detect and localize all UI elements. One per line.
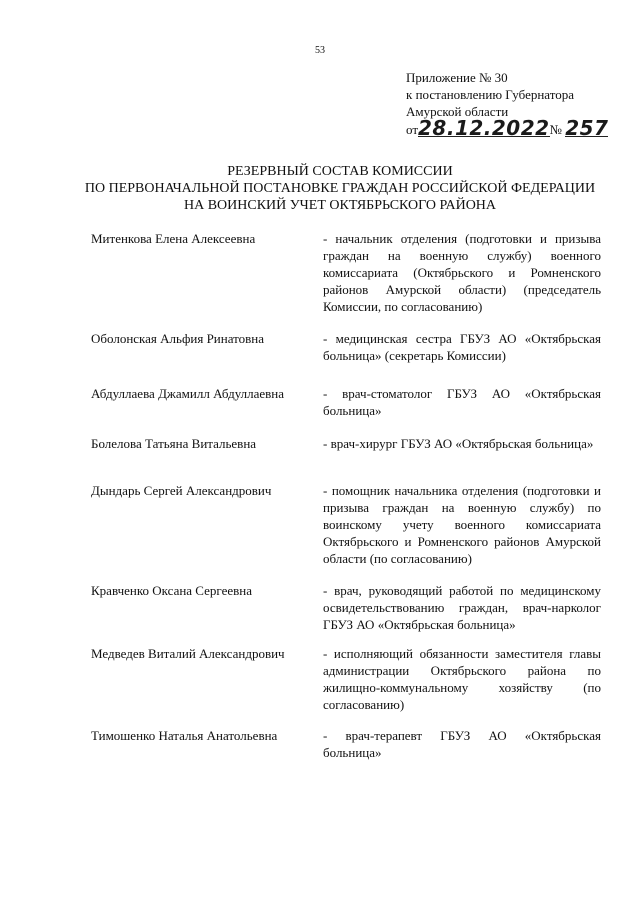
appendix-label: Приложение № 30 — [406, 70, 508, 85]
member-name: Медведев Виталий Александрович — [91, 646, 285, 661]
member-row — [91, 230, 601, 330]
member-role: - помощник начальника отделения (подготовки и призыва граждан на военную службу) по воинскому учету военного комиссариата Октябрьского и Ромненского районов Амурской области (по согласованию) — [323, 483, 601, 566]
member-role: - врач-терапевт ГБУЗ АО «Октябрьская больница» — [323, 728, 601, 760]
number-field — [565, 116, 609, 140]
title-line-3: НА ВОИНСКИЙ УЧЕТ ОКТЯБРЬСКОГО РАЙОНА — [183, 198, 497, 213]
date-prefix: от — [406, 122, 419, 137]
appendix-block — [406, 69, 631, 138]
member-row — [91, 482, 601, 582]
member-row — [91, 330, 601, 385]
member-name: Болелова Татьяна Витальевна — [91, 436, 257, 451]
appendix-region: Амурской области — [406, 104, 509, 119]
appendix-date-line — [406, 116, 631, 140]
member-role: - медицинская сестра ГБУЗ АО «Октябрьская больница» (секретарь Комиссии) — [323, 331, 601, 363]
member-role: - исполняющий обязанности заместителя главы администрации Октябрьского района по жилищно-коммунальному хозяйству (по согласованию) — [323, 646, 601, 712]
member-role: - врач-стоматолог ГБУЗ АО «Октябрьская больница» — [323, 386, 601, 418]
member-row — [91, 385, 601, 435]
member-name: Абдуллаева Джамилл Абдуллаевна — [91, 386, 285, 401]
members-list — [91, 230, 601, 767]
title-line-1: РЕЗЕРВНЫЙ СОСТАВ КОМИССИИ — [227, 164, 453, 179]
appendix-decree: к постановлению Губернатора — [406, 87, 575, 102]
member-role: - врач, руководящий работой по медицинскому освидетельствованию граждан, врач-нарколог ГБУЗ АО «Октябрьская больница» — [323, 583, 601, 632]
member-row — [91, 645, 601, 727]
member-row — [91, 727, 601, 767]
handwritten-date: 28.12.2022 — [418, 116, 550, 140]
member-name: Митенкова Елена Алексеевна — [91, 231, 256, 246]
number-sign: № — [549, 122, 562, 137]
member-name: Кравченко Оксана Сергеевна — [91, 583, 252, 598]
document-title — [40, 163, 640, 214]
date-field — [418, 116, 550, 140]
member-row — [91, 435, 601, 482]
member-name: Тимошенко Наталья Анатольевна — [91, 728, 278, 743]
member-row — [91, 582, 601, 645]
member-role: - врач-хирург ГБУЗ АО «Октябрьская больница» — [323, 436, 594, 451]
member-name: Оболонская Альфия Ринатовна — [91, 331, 265, 346]
page-number: 53 — [315, 45, 325, 56]
handwritten-number: 257 — [565, 116, 609, 140]
member-role: - начальник отделения (подготовки и призыва граждан на военную службу) военного комиссариата (Октябрьского и Ромненского районов Амурской области) (председатель Комиссии, по согласованию) — [323, 231, 601, 314]
member-name: Дындарь Сергей Александрович — [91, 483, 272, 498]
title-line-2: ПО ПЕРВОНАЧАЛЬНОЙ ПОСТАНОВКЕ ГРАЖДАН РОССИЙСКОЙ ФЕДЕРАЦИИ — [84, 181, 596, 196]
